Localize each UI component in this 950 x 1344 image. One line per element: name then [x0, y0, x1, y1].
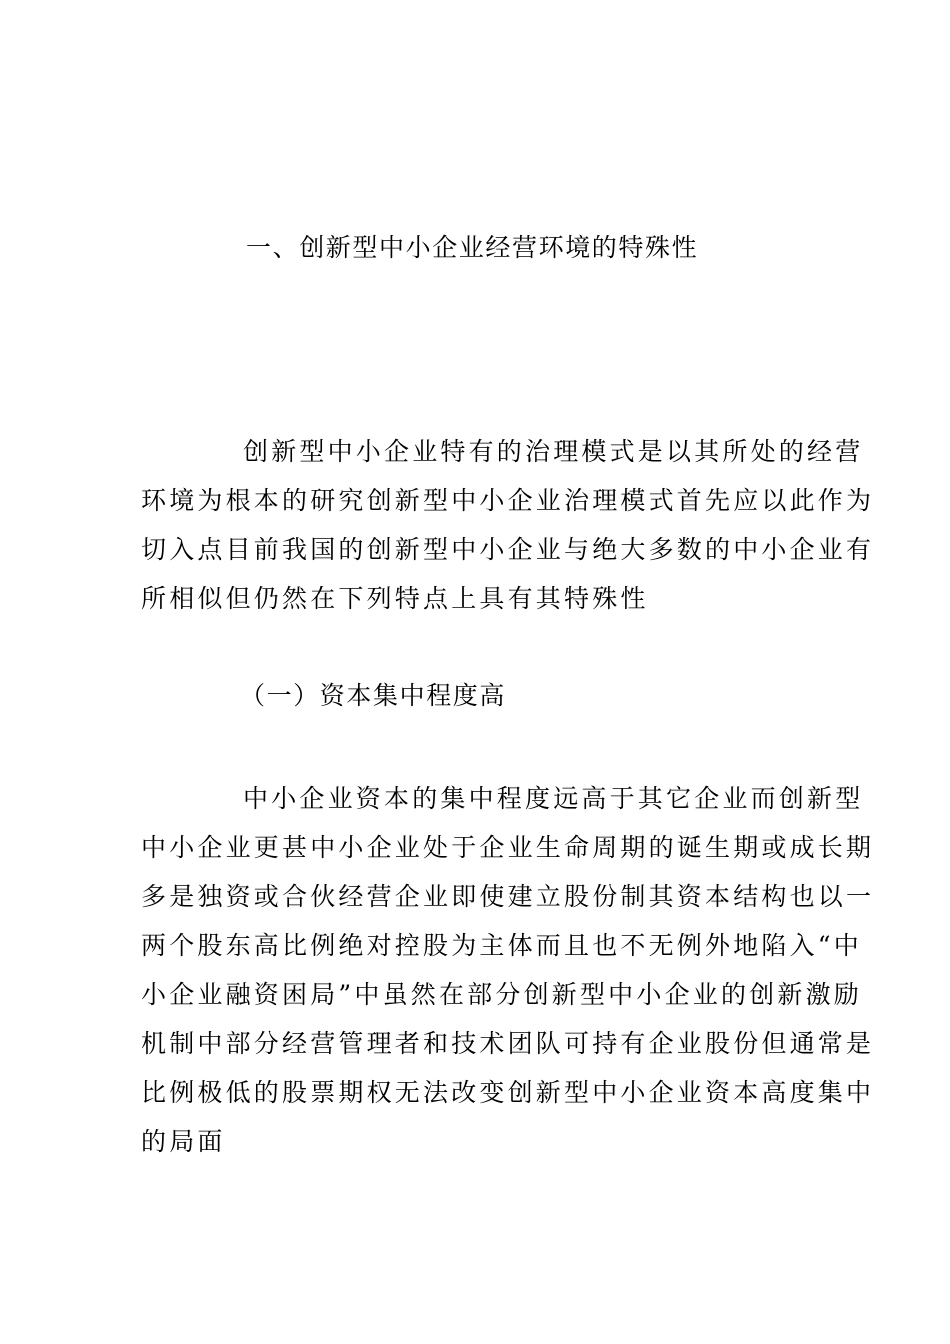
paragraph-line: 小企业融资困局”中虽然在部分创新型中小企业的创新激励: [141, 980, 862, 1009]
paragraph-line: 所相似但仍然在下列特点上具有其特殊性: [141, 584, 649, 613]
paragraph-line: 环境为根本的研究创新型中小企业治理模式首先应以此作为: [141, 486, 875, 515]
paragraph-line: 中小企业更甚中小企业处于企业生命周期的诞生期或成长期: [141, 833, 875, 862]
subsection-heading: （一）资本集中程度高: [240, 681, 507, 710]
paragraph-line: 比例极低的股票期权无法改变创新型中小企业资本高度集中: [141, 1078, 875, 1107]
section-heading: 一、创新型中小企业经营环境的特殊性: [246, 233, 699, 262]
paragraph-line: 两个股东高比例绝对控股为主体而且也不无例外地陷入“中: [141, 931, 862, 960]
paragraph-line: 的局面: [141, 1127, 226, 1156]
paragraph-line: 中小企业资本的集中程度远高于其它企业而创新型: [243, 784, 864, 813]
paragraph-line: 创新型中小企业特有的治理模式是以其所处的经营: [243, 437, 864, 466]
paragraph-line: 机制中部分经营管理者和技术团队可持有企业股份但通常是: [141, 1029, 875, 1058]
paragraph-line: 多是独资或合伙经营企业即使建立股份制其资本结构也以一: [141, 882, 875, 911]
paragraph-line: 切入点目前我国的创新型中小企业与绝大多数的中小企业有: [141, 535, 875, 564]
